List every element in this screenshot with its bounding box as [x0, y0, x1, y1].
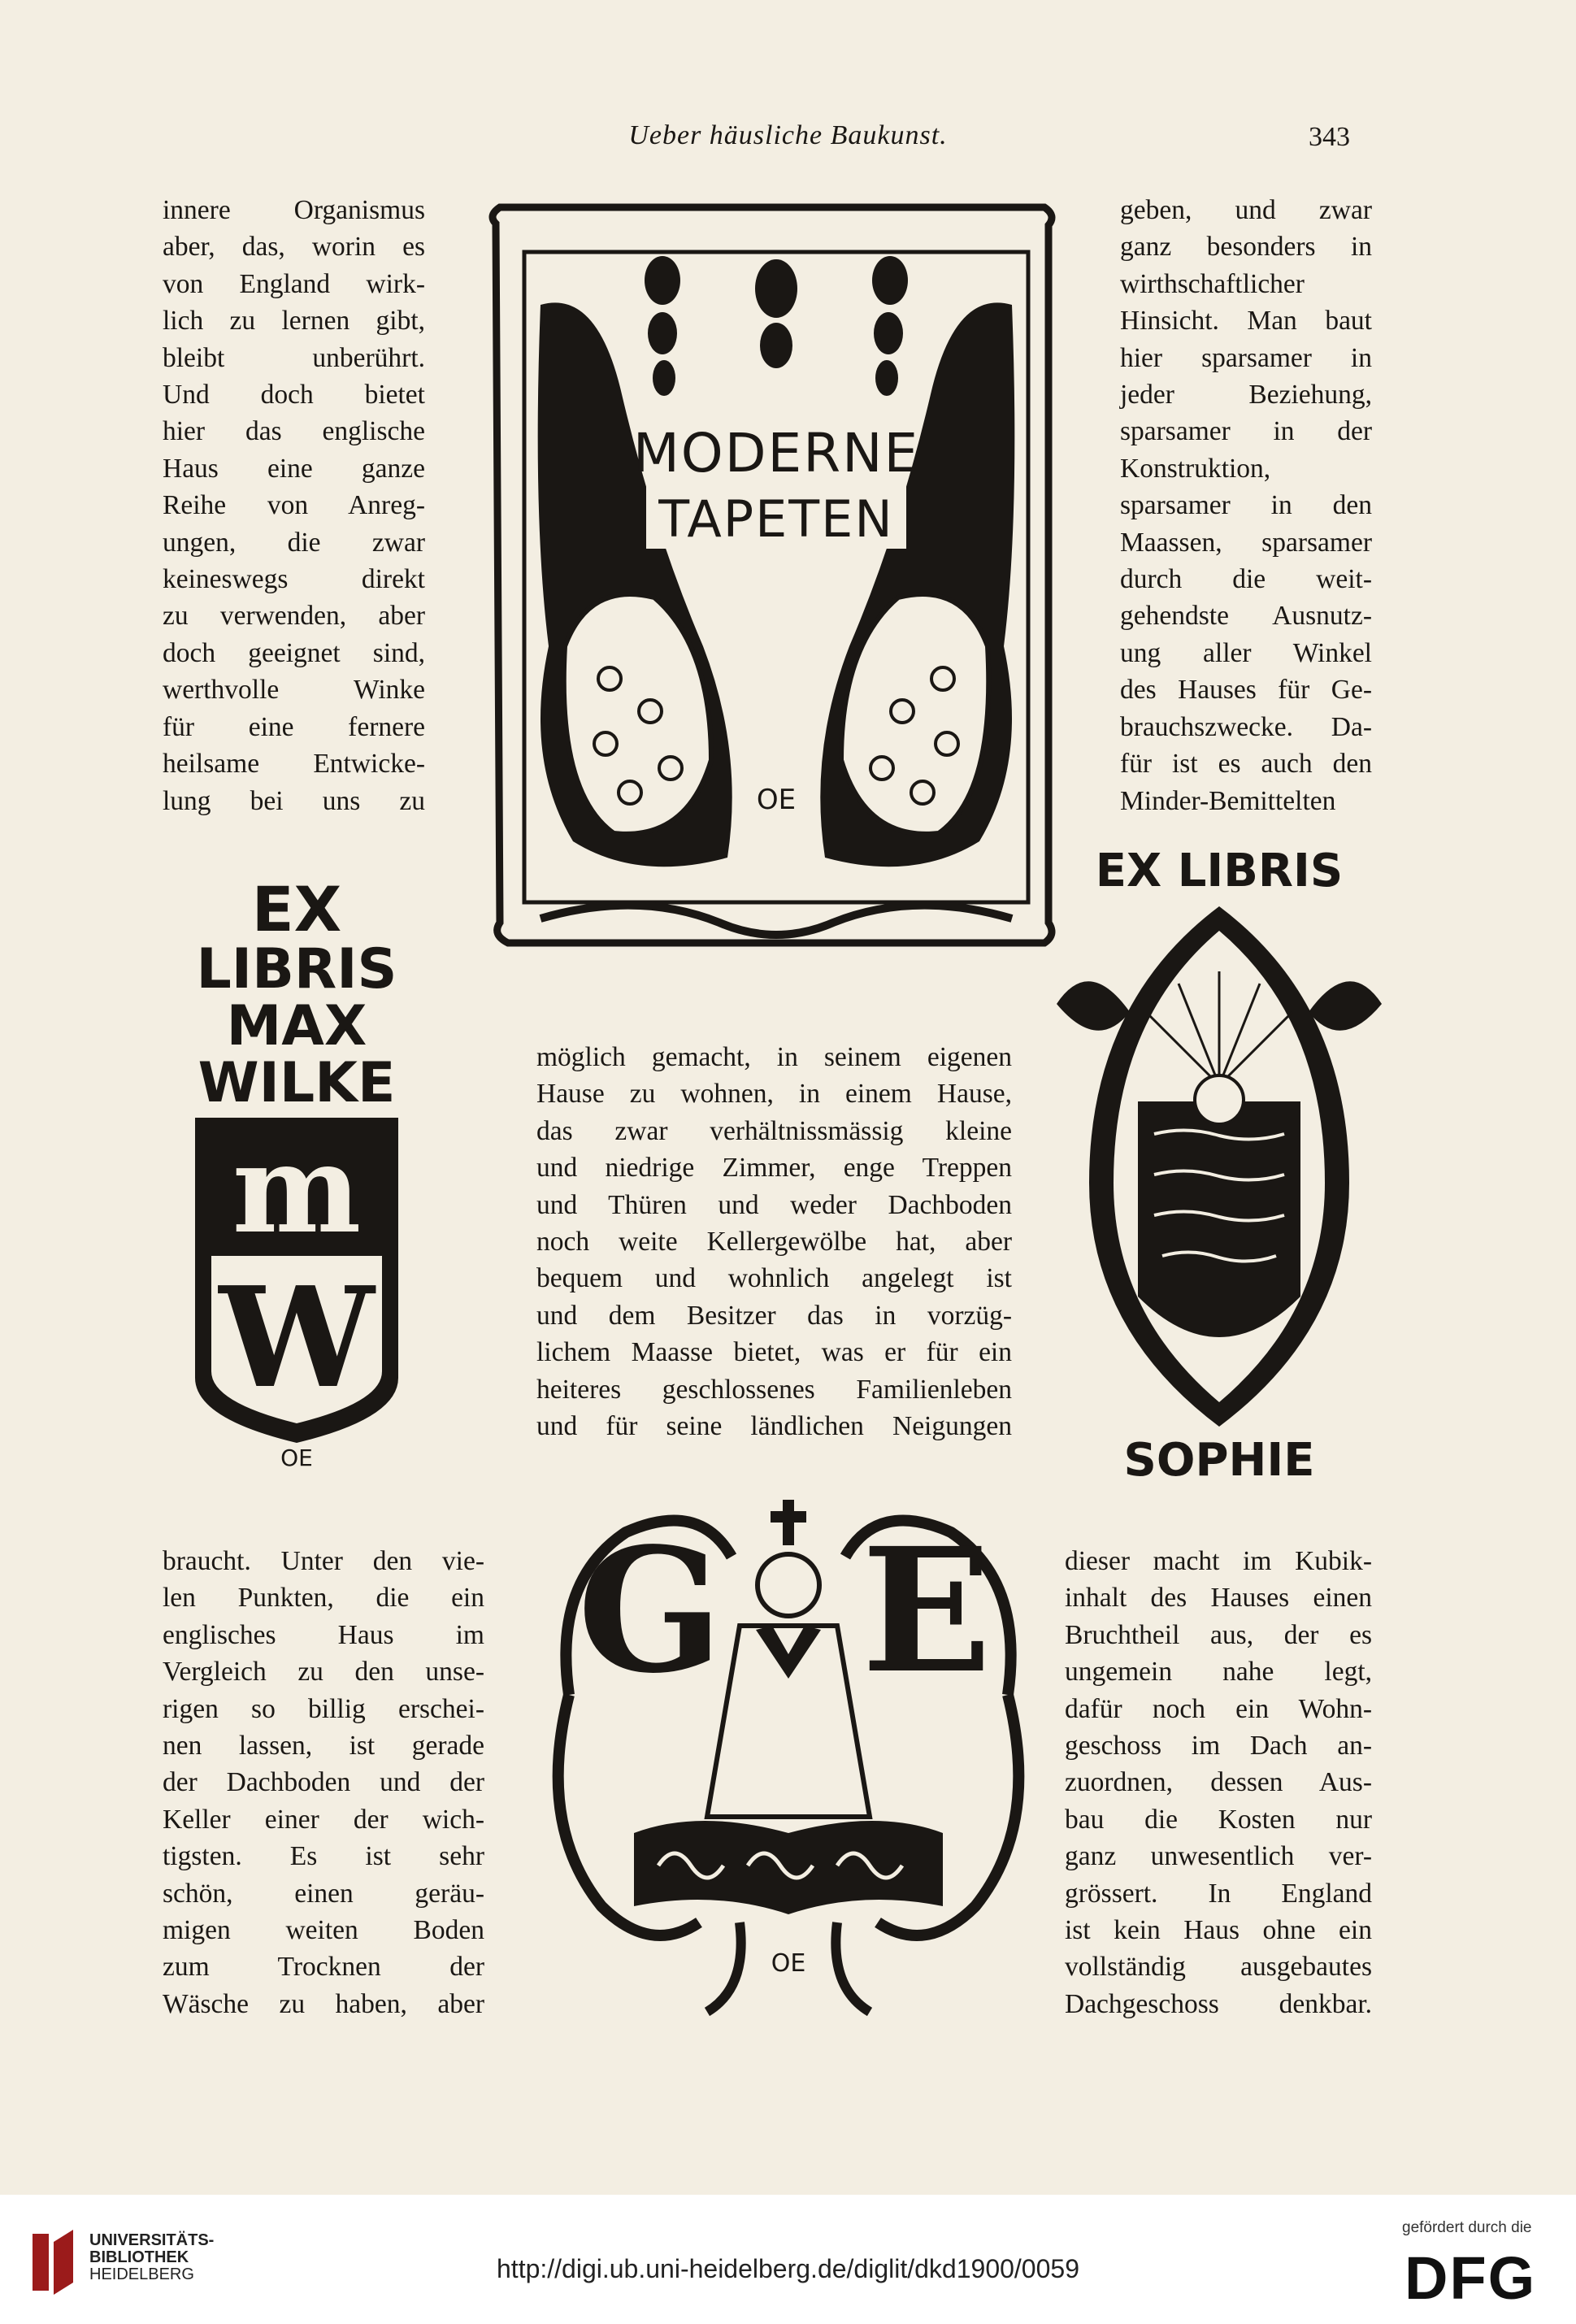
text-line: bequem und wohnlich angelegt ist — [536, 1263, 1012, 1294]
ex-libris-max-wilke — [163, 874, 431, 1471]
artist-monogram: OE — [756, 784, 797, 816]
text-line: len Punkten, die ein — [163, 1583, 484, 1614]
text-line: ungen, die zwar — [163, 527, 425, 558]
text-line: inhalt des Hauses einen — [1065, 1583, 1372, 1614]
text-line: Konstruktion, — [1120, 453, 1271, 484]
text-line: und niedrige Zimmer, enge Treppen — [536, 1153, 1012, 1184]
text-line: hier sparsamer in — [1120, 342, 1372, 373]
text-line: rigen so billig erschei- — [163, 1693, 484, 1724]
text-line: sparsamer in den — [1120, 490, 1372, 521]
sponsor-text: gefördert durch die — [1402, 2219, 1532, 2236]
text-line: lich zu lernen gibt, — [163, 306, 425, 337]
wilke-monogram: OE — [280, 1444, 313, 1471]
text-line: Keller einer der wich- — [163, 1804, 484, 1835]
text-line: dafür noch ein Wohn- — [1065, 1693, 1372, 1724]
tendril-bottom-ornament — [541, 906, 1012, 935]
text-line: Vergleich zu den unse- — [163, 1657, 484, 1688]
ge-monogram: OE — [771, 1949, 806, 1978]
text-line: werthvolle Winke — [163, 675, 425, 706]
text-line: und Thüren und weder Dachboden — [536, 1189, 1012, 1220]
text-line: ganz besonders in — [1120, 232, 1372, 263]
ge-floral-band — [634, 1821, 943, 1914]
text-line: durch die weit- — [1120, 564, 1372, 595]
text-line: nen lassen, ist gerade — [163, 1731, 484, 1761]
wilke-line-ex: EX — [251, 874, 342, 945]
text-line: lichem Maasse bietet, was er für ein — [536, 1337, 1012, 1368]
library-name-line2: BIBLIOTHEK — [89, 2248, 189, 2266]
text-line: vollständig ausgebautes — [1065, 1952, 1372, 1983]
text-line: der Dachboden und der — [163, 1767, 484, 1798]
sophie-ex-libris-title: EX LIBRIS — [1095, 845, 1344, 897]
source-url-link[interactable]: http://digi.ub.uni-heidelberg.de/diglit/dkd1900/0059 — [497, 2254, 1079, 2283]
running-head: Ueber häusliche Baukunst. — [628, 120, 948, 150]
text-line: das zwar verhältnissmässig kleine — [536, 1115, 1012, 1146]
wilke-line-libris: LIBRIS — [196, 937, 397, 1001]
text-line: lung bei uns zu — [163, 785, 425, 816]
text-line: zum Trocknen der — [163, 1952, 484, 1983]
text-line: tigsten. Es ist sehr — [163, 1841, 484, 1872]
text-column-right-bottom — [1065, 1543, 1372, 2022]
text-line: innere Organismus — [163, 195, 425, 225]
text-column-left-top — [163, 192, 425, 819]
text-line: keineswegs direkt — [163, 564, 425, 595]
peacock-right — [820, 302, 1014, 867]
text-line: Und doch bietet — [163, 380, 425, 411]
text-column-left-bottom — [163, 1543, 484, 2022]
text-line: des Hauses für Ge- — [1120, 675, 1372, 706]
text-line: für eine fernere — [163, 711, 425, 742]
text-line: dieser macht im Kubik- — [1065, 1546, 1372, 1576]
text-line: braucht. Unter den vie- — [163, 1546, 484, 1576]
title-line-moderne: MODERNE — [632, 422, 920, 484]
library-name-line1: UNIVERSITÄTS- — [89, 2231, 215, 2249]
iris-right — [1309, 981, 1382, 1030]
text-line: Bruchtheil aus, der es — [1065, 1619, 1372, 1650]
shield-letter-w: W — [219, 1257, 375, 1419]
text-column-right-top — [1120, 192, 1372, 819]
text-line: Minder-Bemittelten — [1120, 785, 1336, 816]
child-head — [758, 1554, 819, 1616]
cross-icon — [771, 1500, 806, 1545]
wisteria-top-ornament — [645, 256, 908, 396]
ex-libris-sophie — [1040, 841, 1398, 1492]
title-line-tapeten: TAPETEN — [658, 489, 894, 549]
text-line: möglich gemacht, in seinem eigenen — [536, 1042, 1012, 1072]
text-line: und dem Besitzer das in vorzüg- — [536, 1300, 1012, 1331]
text-line: zu verwenden, aber — [163, 601, 425, 632]
text-line: und für seine ländlichen Neigungen — [536, 1411, 1012, 1442]
ge-monogram-bookplate — [536, 1483, 1040, 2028]
text-line: Haus eine ganze — [163, 453, 425, 484]
text-line: ungemein nahe legt, — [1065, 1657, 1372, 1688]
text-line: Dachgeschoss denkbar. — [1065, 1988, 1372, 2019]
text-line: heilsame Entwicke- — [163, 749, 425, 780]
text-line: englisches Haus im — [163, 1619, 484, 1650]
text-line: brauchszwecke. Da- — [1120, 711, 1372, 742]
sophie-sun — [1195, 1075, 1244, 1124]
text-line: wirthschaftlicher — [1120, 268, 1305, 299]
text-line: Reihe von Anreg- — [163, 490, 425, 521]
letter-g: G — [577, 1510, 723, 1711]
wilke-line-wilke: WILKE — [198, 1051, 396, 1115]
iris-left — [1057, 981, 1130, 1030]
text-line: hier das englische — [163, 416, 425, 447]
text-line: gehendste Ausnutz- — [1120, 601, 1372, 632]
text-line: geschoss im Dach an- — [1065, 1731, 1372, 1761]
shield-letter-m: m — [232, 1118, 362, 1261]
text-line: zuordnen, dessen Aus- — [1065, 1767, 1372, 1798]
text-line: bleibt unberührt. — [163, 342, 425, 373]
sophie-name: SOPHIE — [1123, 1434, 1315, 1487]
text-line: doch geeignet sind, — [163, 637, 425, 668]
wilke-line-max: MAX — [226, 994, 367, 1058]
page-number: 343 — [1309, 122, 1350, 152]
text-line: von England wirk- — [163, 268, 425, 299]
text-line: heiteres geschlossenes Familienleben — [536, 1374, 1012, 1405]
text-line: Hinsicht. Man baut — [1120, 306, 1372, 337]
moderne-tapeten-illustration — [475, 191, 1077, 971]
library-name-line3: HEIDELBERG — [89, 2265, 194, 2283]
text-line: ist kein Haus ohne ein — [1065, 1915, 1372, 1946]
text-line: sparsamer in der — [1120, 416, 1372, 447]
text-line: bau die Kosten nur — [1065, 1804, 1372, 1835]
text-line: aber, das, worin es — [163, 232, 425, 263]
text-line: für ist es auch den — [1120, 749, 1372, 780]
text-line: ung aller Winkel — [1120, 637, 1372, 668]
text-line: geben, und zwar — [1120, 195, 1372, 225]
text-line: migen weiten Boden — [163, 1915, 484, 1946]
text-line: noch weite Kellergewölbe hat, aber — [536, 1227, 1012, 1258]
text-line: Hause zu wohnen, in einem Hause, — [536, 1079, 1012, 1110]
dfg-logo: DFG — [1405, 2244, 1537, 2312]
text-line: grössert. In England — [1065, 1878, 1372, 1909]
letter-e: E — [861, 1510, 992, 1711]
text-line: schön, einen geräu- — [163, 1878, 484, 1909]
text-column-center-middle — [536, 1039, 1012, 1444]
text-line: ganz unwesentlich ver- — [1065, 1841, 1372, 1872]
text-line: jeder Beziehung, — [1120, 380, 1372, 411]
peacock-left — [538, 302, 732, 867]
text-line: Maassen, sparsamer — [1120, 527, 1372, 558]
text-line: Wäsche zu haben, aber — [163, 1988, 484, 2019]
